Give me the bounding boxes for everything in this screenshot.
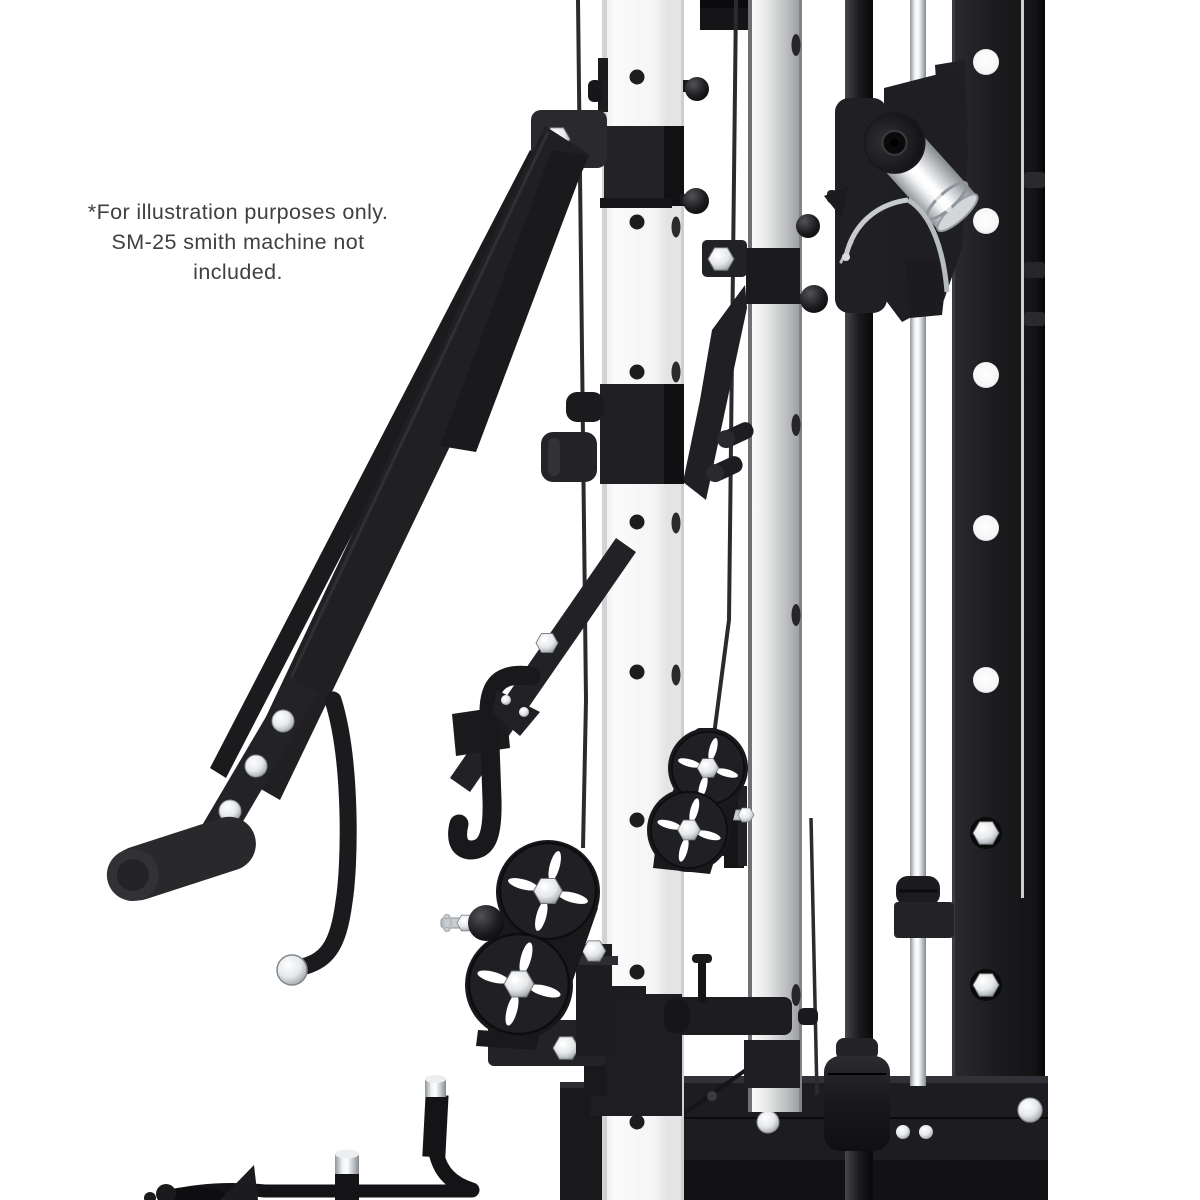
disclaimer-line-2: SM-25 smith machine not included. bbox=[111, 230, 365, 284]
peg-handle-tall bbox=[422, 1075, 472, 1190]
peg-handle-short bbox=[335, 1150, 359, 1200]
pop-pin-ball-knob bbox=[441, 905, 504, 941]
rubber-bumper-stopper bbox=[824, 1038, 890, 1151]
disclaimer-line-1: *For illustration purposes only. bbox=[87, 200, 389, 224]
foam-grip-handle bbox=[100, 810, 263, 909]
detached-peg-handles bbox=[144, 1075, 472, 1200]
